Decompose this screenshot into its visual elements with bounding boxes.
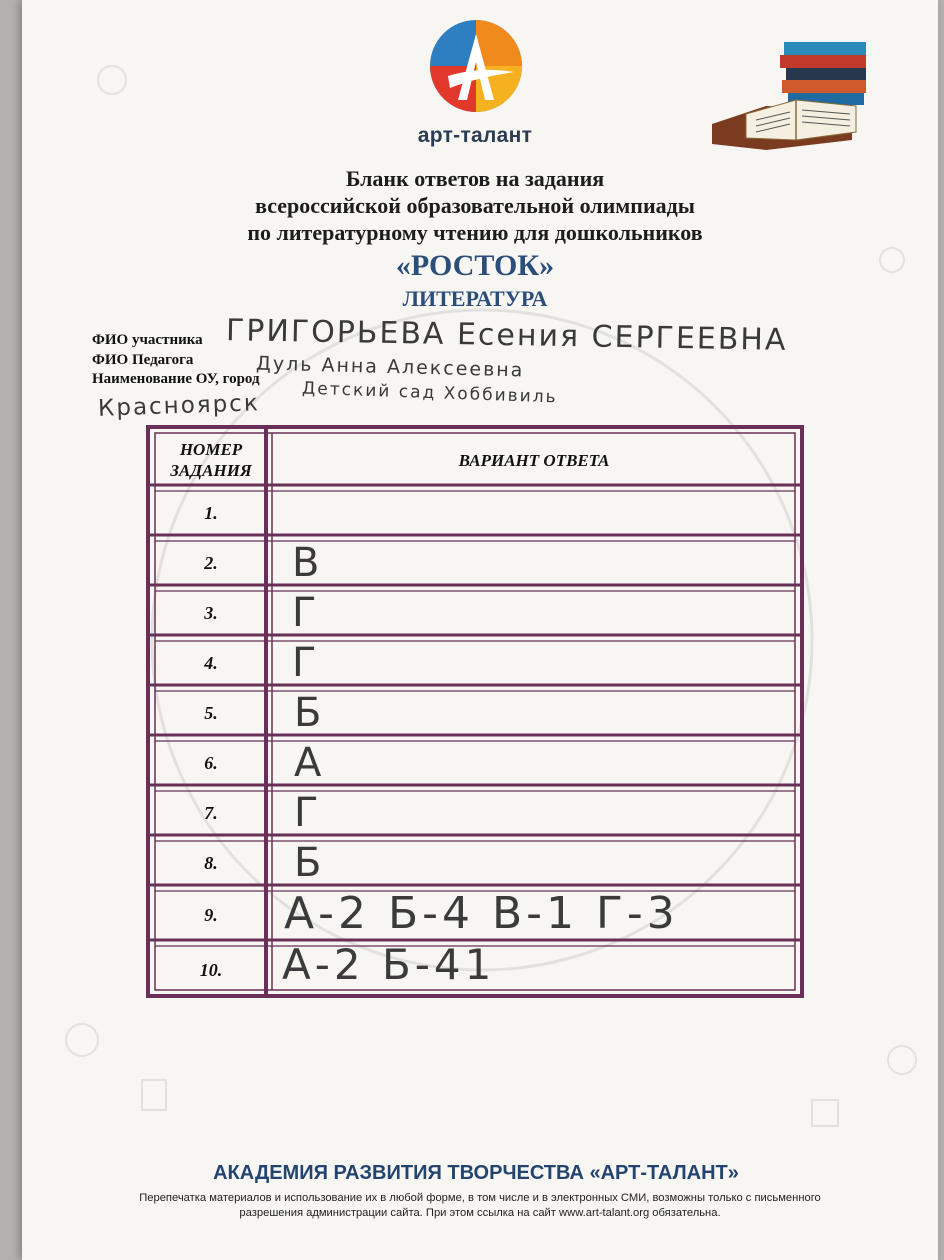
books-illustration xyxy=(706,40,874,160)
col-number-header-line2: ЗАДАНИЯ xyxy=(170,461,252,480)
answer-value: А-2 Б-41 xyxy=(282,940,496,989)
participant-label: ФИО участника xyxy=(92,332,203,348)
answer-value: Г xyxy=(294,790,319,836)
academy-name: АКАДЕМИЯ РАЗВИТИЯ ТВОРЧЕСТВА «АРТ-ТАЛАНТ» xyxy=(213,1162,739,1184)
answer-value: А xyxy=(294,740,322,786)
art-talant-logo xyxy=(428,18,524,114)
olympiad-name: «РОСТОК» xyxy=(395,249,555,282)
task-number: 9. xyxy=(204,905,218,925)
title-line-2: всероссийской образовательной олимпиады xyxy=(255,193,695,218)
teacher-name-handwritten: Дуль Анна Алексеевна xyxy=(255,352,525,382)
answer-value: А-2 Б-4 В-1 Г-3 xyxy=(284,888,679,939)
task-number: 2. xyxy=(204,553,218,573)
answer-value: В xyxy=(292,540,320,586)
city-handwritten: Красноярск xyxy=(97,390,261,422)
teacher-label: ФИО Педагога xyxy=(92,352,194,368)
title-line-1: Бланк ответов на задания xyxy=(345,166,605,191)
answer-value: Г xyxy=(292,640,317,686)
title-line-3: по литературному чтению для дошкольников xyxy=(247,220,703,245)
subject-title: ЛИТЕРАТУРА xyxy=(402,286,548,311)
task-number: 10. xyxy=(199,960,223,980)
copyright-notice: Перепечатка материалов и использование их в любой форме, в том числе и в электронных СМИ, возможны только с письменного разрешения администрации сайта. При этом ссылка на сайт www.art-talant.org обязательна. xyxy=(139,1192,821,1219)
task-number: 4. xyxy=(204,653,218,673)
col-answer-header: ВАРИАНТ ОТВЕТА xyxy=(458,451,610,470)
task-number: 8. xyxy=(204,853,218,873)
participant-name-handwritten: ГРИГОРЬЕВА Есения СЕРГЕЕВНА xyxy=(225,313,788,358)
school-label: Наименование ОУ, город xyxy=(92,371,260,387)
task-number: 6. xyxy=(204,753,218,773)
answer-value: Г xyxy=(292,590,317,636)
task-number: 5. xyxy=(204,703,218,723)
task-number: 1. xyxy=(204,503,218,523)
answer-value: Б xyxy=(294,690,322,736)
col-number-header-line1: НОМЕР xyxy=(179,440,243,459)
col-number-header xyxy=(156,439,266,481)
task-number: 3. xyxy=(204,603,218,623)
answer-value: Б xyxy=(294,840,322,886)
school-name-handwritten: Детский сад Хоббивиль xyxy=(301,378,558,408)
task-number: 7. xyxy=(204,803,218,823)
brand-name: арт-талант xyxy=(417,124,533,147)
